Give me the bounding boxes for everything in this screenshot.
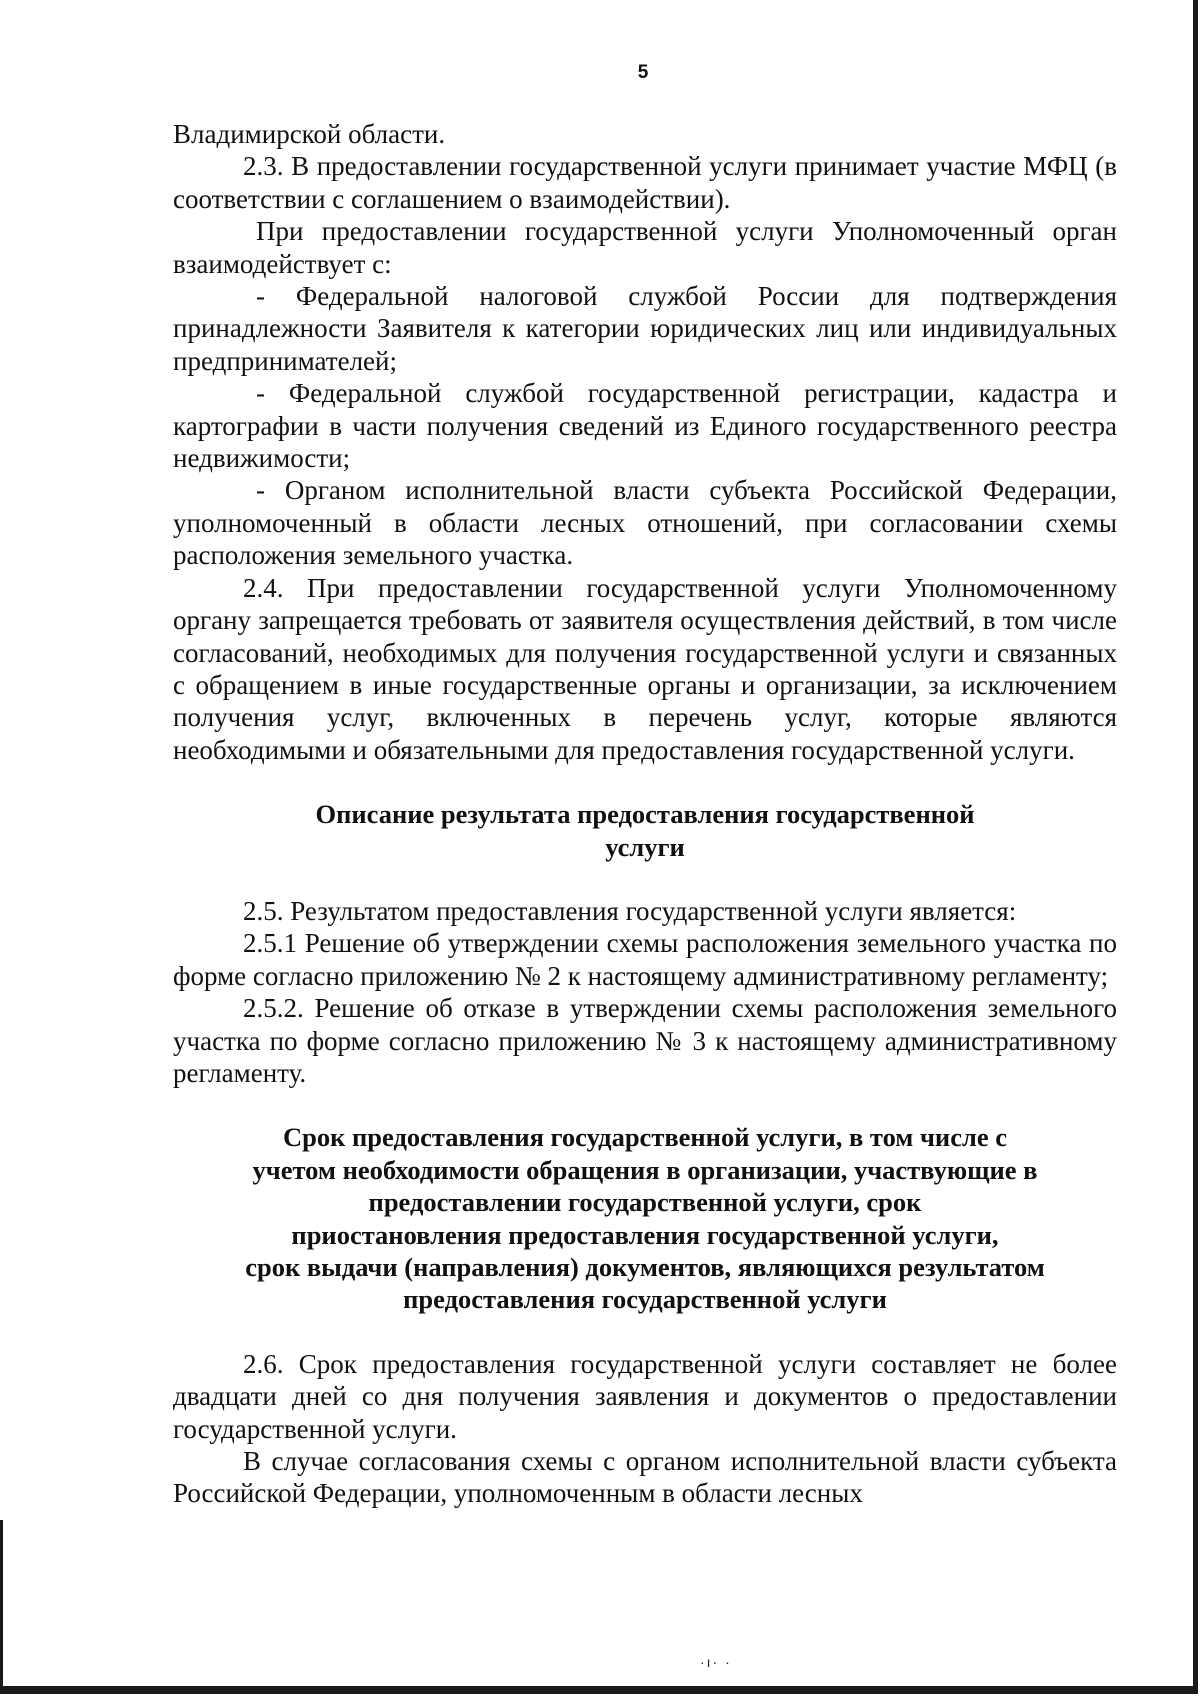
- paragraph-forestry-authority: - Органом исполнительной власти субъекта Российской Федерации, уполномоченный в области лесных отношений, при согласовании схемы расположения земельного участка.: [173, 475, 1117, 571]
- paragraph-registration-service: - Федеральной службой государственной регистрации, кадастра и картографии в части получения сведений из Единого государственного реестра недвижимости;: [173, 378, 1117, 474]
- paragraph-2-5: 2.5. Результатом предоставления государственной услуги является:: [243, 895, 1017, 926]
- paragraph-2-5-2: 2.5.2. Решение об отказе в утверждении схемы расположения земельного участка по форме согласно приложению № 3 к настоящему административному регламенту.: [173, 993, 1117, 1088]
- paragraph-2-6: 2.6. Срок предоставления государственной услуги составляет не более двадцати дней со дня получения заявления и документов о предоставлении государственной услуги.: [173, 1348, 1117, 1444]
- spacer: [173, 1089, 1117, 1121]
- paragraph-2-5-1: 2.5.1 Решение об утверждении схемы расположения земельного участка по форме согласно приложению № 2 к настоящему административному регламенту;: [173, 928, 1117, 991]
- scan-border-bottom: [0, 1686, 1198, 1694]
- spacer: [173, 1316, 1117, 1348]
- heading-term-line-3: предоставлении государственной услуги, срок: [368, 1187, 922, 1218]
- scan-border-left: [0, 1520, 3, 1690]
- heading-result-line-1: Описание результата предоставления государственной: [315, 799, 975, 830]
- paragraph-forestry-coordination: В случае согласования схемы с органом исполнительной власти субъекта Российской Федерации, уполномоченным в области лесных: [173, 1446, 1117, 1509]
- paragraph-2-4: 2.4. При предоставлении государственной услуги Уполномоченному органу запрещается требовать от заявителя осуществления действий, в том числе согласований, необходимых для получения государственной услуги и связанных с обращением в иные государственные органы и организации, за исключением получения услуг, включенных в перечень услуг, которые являются необходимыми и обязательными для предоставления государственной услуги.: [173, 572, 1117, 765]
- heading-term-line-6: предоставления государственной услуги: [403, 1284, 887, 1315]
- scan-border-right: [1193, 0, 1198, 1692]
- paragraph-region-continuation: Владимирской области.: [173, 119, 446, 149]
- heading-term-line-4: приостановления предоставления государственной услуги,: [291, 1219, 999, 1250]
- document-body: [173, 118, 1117, 1510]
- page-number: 5: [637, 62, 649, 83]
- paragraph-interaction-intro: При предоставлении государственной услуги Уполномоченный орган взаимодействует с:: [173, 216, 1117, 279]
- heading-term-line-1: Срок предоставления государственной услуги, в том числе с: [283, 1122, 1007, 1153]
- footer-scan-mark: ·ı· ·: [700, 1654, 732, 1670]
- paragraph-tax-service: - Федеральной налоговой службой России для подтверждения принадлежности Заявителя к категории юридических лиц или индивидуальных предпринимателей;: [173, 281, 1117, 376]
- paragraph-2-3: 2.3. В предоставлении государственной услуги принимает участие МФЦ (в соответствии с соглашением о взаимодействии).: [173, 151, 1117, 214]
- heading-term-line-2: учетом необходимости обращения в организации, участвующие в: [252, 1154, 1038, 1185]
- heading-result-line-2: услуги: [605, 831, 685, 862]
- spacer: [173, 863, 1117, 895]
- spacer: [173, 766, 1117, 798]
- heading-term-line-5: срок выдачи (направления) документов, являющихся результатом: [245, 1252, 1045, 1282]
